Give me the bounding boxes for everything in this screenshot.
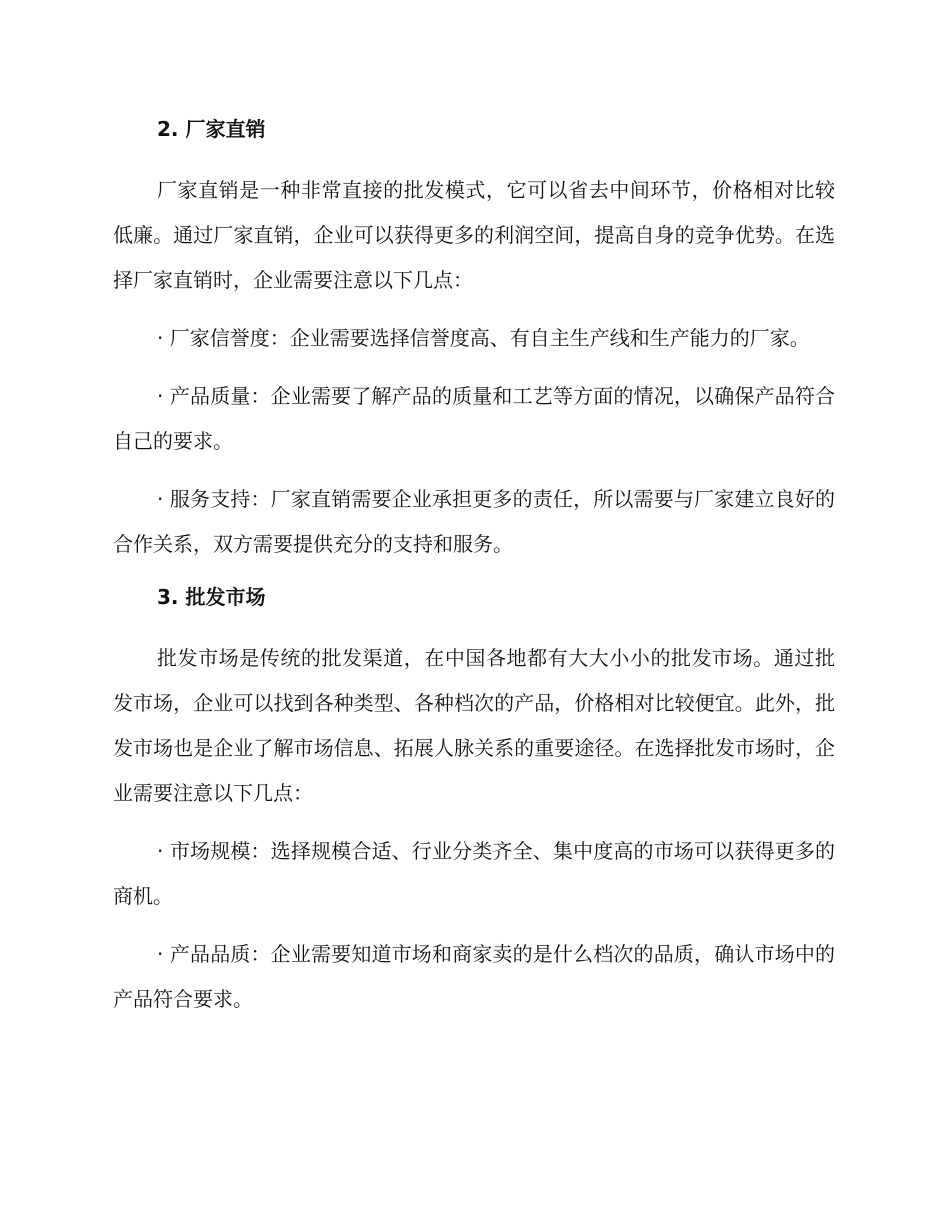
document-content	[113, 112, 835, 1035]
section-wholesale-market	[113, 580, 835, 1022]
section-intro: 厂家直销是一种非常直接的批发模式，它可以省去中间环节，价格相对比较低廉。通过厂家直销，企业可以获得更多的利润空间，提高自身的竞争优势。在选择厂家直销时，企业需要注意以下几点：	[113, 178, 835, 292]
bullet-item: · 产品品质：企业需要知道市场和商家卖的是什么档次的品质，确认市场中的产品符合要求。	[113, 942, 835, 1011]
bullet-item: · 市场规模：选择规模合适、行业分类齐全、集中度高的市场可以获得更多的商机。	[113, 839, 835, 908]
bullet-item: · 产品质量：企业需要了解产品的质量和工艺等方面的情况，以确保产品符合自己的要求。	[113, 384, 835, 453]
section-factory-direct	[113, 112, 835, 567]
section-title: 3. 批发市场	[157, 585, 266, 609]
bullet-item: · 厂家信誉度：企业需要选择信誉度高、有自主生产线和生产能力的厂家。	[157, 326, 810, 350]
section-intro: 批发市场是传统的批发渠道，在中国各地都有大大小小的批发市场。通过批发市场，企业可以找到各种类型、各种档次的产品，价格相对比较便宜。此外，批发市场也是企业了解市场信息、拓展人脉关系的重要途径。在选择批发市场时，企业需要注意以下几点：	[113, 646, 835, 805]
section-title: 2. 厂家直销	[157, 117, 266, 141]
bullet-item: · 服务支持：厂家直销需要企业承担更多的责任，所以需要与厂家建立良好的合作关系，双方需要提供充分的支持和服务。	[113, 487, 835, 556]
